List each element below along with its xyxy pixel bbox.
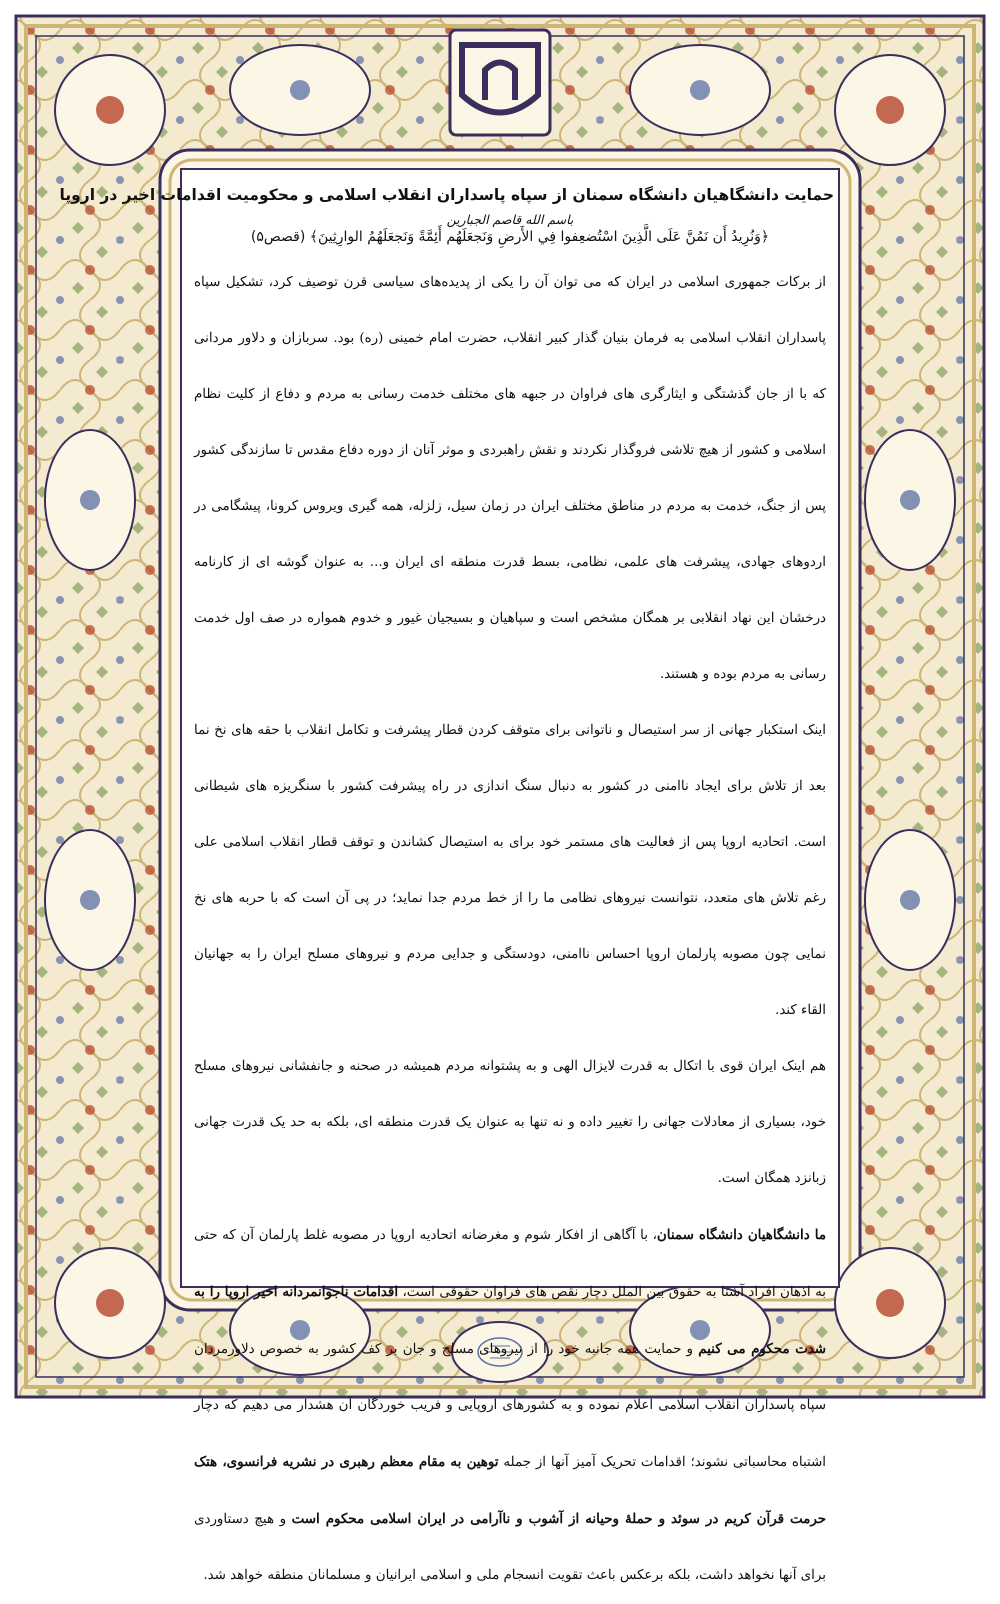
text-run-bold: ما دانشگاهیان دانشگاه سمنان xyxy=(656,1227,826,1243)
basmala: باسم الله قاصم الجبارین xyxy=(446,212,574,227)
text-run: و حمایت همه جانبه خود را از نیروهای مسلح و جان بر کف کشور به خصوص دلاورمردان سپاه پاسداران انقلاب اسلامی اعلام نموده و به کشورهای اروپایی و فریب خوردگان آن هشدار می دهیم که دچار اشتباه محاسباتی نشوند؛ اقدامات تحریک آمیز آنها از جمله xyxy=(194,1342,826,1470)
document-body xyxy=(59,168,840,1583)
text-run: از برکات جمهوری اسلامی در ایران که می توان آن را یکی از پدیده‌های سیاسی قرن توصیف کرد، تشکیل سپاه پاسداران انقلاب اسلامی به فرمان بنیان گذار کبیر انقلاب، حضرت امام خمینی (ره) بود. سربازان و دلاور مردانی که با از جان گذشتگی و ایثارگری های فراوان در جبهه های مختلف خدمت رسانی به مردم و دفاع از کلیت نظام اسلامی و کشور از هیچ تلاشی فروگذار نکردند و نقش راهبردی و موثر آنان از دوره دفاع مقدس تا سازندگی کشور پس از جنگ، خدمت به مردم در مناطق مختلف ایران در زمان سیل، زلزله، همه گیری ویروس کرونا، پیشگامی در اردوهای جهادی، پیشرفت های علمی، نظامی، بسط قدرت منطقه ای ایران و... به عنوان گوشه ای از کارنامه درخشان این نهاد انقلابی بر همگان مشخص است و سپاهیان و بسیجیان غیور و خدوم همواره در صف اول خدمت رسانی به مردم بوده و هستند. xyxy=(194,275,826,682)
semnan-university-emblem-icon xyxy=(450,30,550,135)
text-run: ، با آگاهی از افکار شوم و مغرضانه اتحادیه اروپا در مصوبه غلط پارلمان آن که حتی به اذهان افراد آشنا به حقوق بین الملل دچار نقص های فراوان حقوقی است، xyxy=(194,1228,826,1300)
paragraph-3 xyxy=(194,1039,826,1207)
text-run: هم اینک ایران قوی با اتکال به قدرت لایزال الهی و به پشتوانه مردم همیشه در صحنه و جانفشانی نیروهای مسلح خود، بسیاری از معادلات جهانی را تغییر داده و نه تنها به عنوان یک قدرت منطقه ای، بلکه به حد یک قدرت جهانی زبانزد همگان است. xyxy=(194,1059,826,1186)
paragraph-4 xyxy=(194,1207,826,1604)
text-run: اینک استکبار جهانی از سر استیصال و ناتوانی برای متوقف کردن قطار پیشرفت و تکامل انقلاب با حقه های نخ نما بعد از تلاش برای ایجاد ناامنی در کشور به دنبال سنگ اندازی در راه پیشرفت کشور با سنگریزه های شیطانی است. اتحادیه اروپا پس از فعالیت های مستمر خود برای به استیصال کشاندن و توقف قطار انقلاب اسلامی علی رغم تلاش های متعدد، نتوانست نیروهای نظامی ما را از خط مردم جدا نماید؛ در پی آن است که با حربه های نخ نمایی چون مصوبه پارلمان اروپا احساس ناامنی، دودستگی و جدایی مردم و نیروهای مسلح ایران را به جهانیان القاء کند. xyxy=(194,723,826,1018)
page-title: حمایت دانشگاهیان دانشگاه سمنان از سپاه پاسداران انقلاب اسلامی و محکومیت اقدامات اخیر در اروپا xyxy=(59,186,834,204)
quran-verse: ﴿وَنُرِيدُ أَن نَمُنَّ عَلَى الَّذِينَ اسْتُضعِفوا فِي الأَرضِ وَنَجعَلَهُم أَئِمَّةً وَنَجعَلَهُمُ الوارِثِينَ﴾ (قصص۵) xyxy=(250,229,770,245)
text-run: و هیچ دستاوردی برای آنها نخواهد داشت، بلکه برعکس باعث تقویت انسجام ملی و اسلامی ایرانیان و مسلمانان منطقه خواهد شد. xyxy=(194,1512,826,1583)
paragraph-2 xyxy=(194,703,826,1039)
text-run-bold: توهین به مقام معظم رهبری در نشریه فرانسوی، هتک حرمت قرآن کریم در سوئد و حملهٔ وحیانه از آشوب و ناآرامی در ایران اسلامی محکوم است xyxy=(194,1454,826,1527)
paragraph-1 xyxy=(194,255,826,703)
text-run-bold: اقدامات ناجوانمردانه اخیر اروپا را به شدت محکوم می کنیم xyxy=(194,1284,826,1357)
